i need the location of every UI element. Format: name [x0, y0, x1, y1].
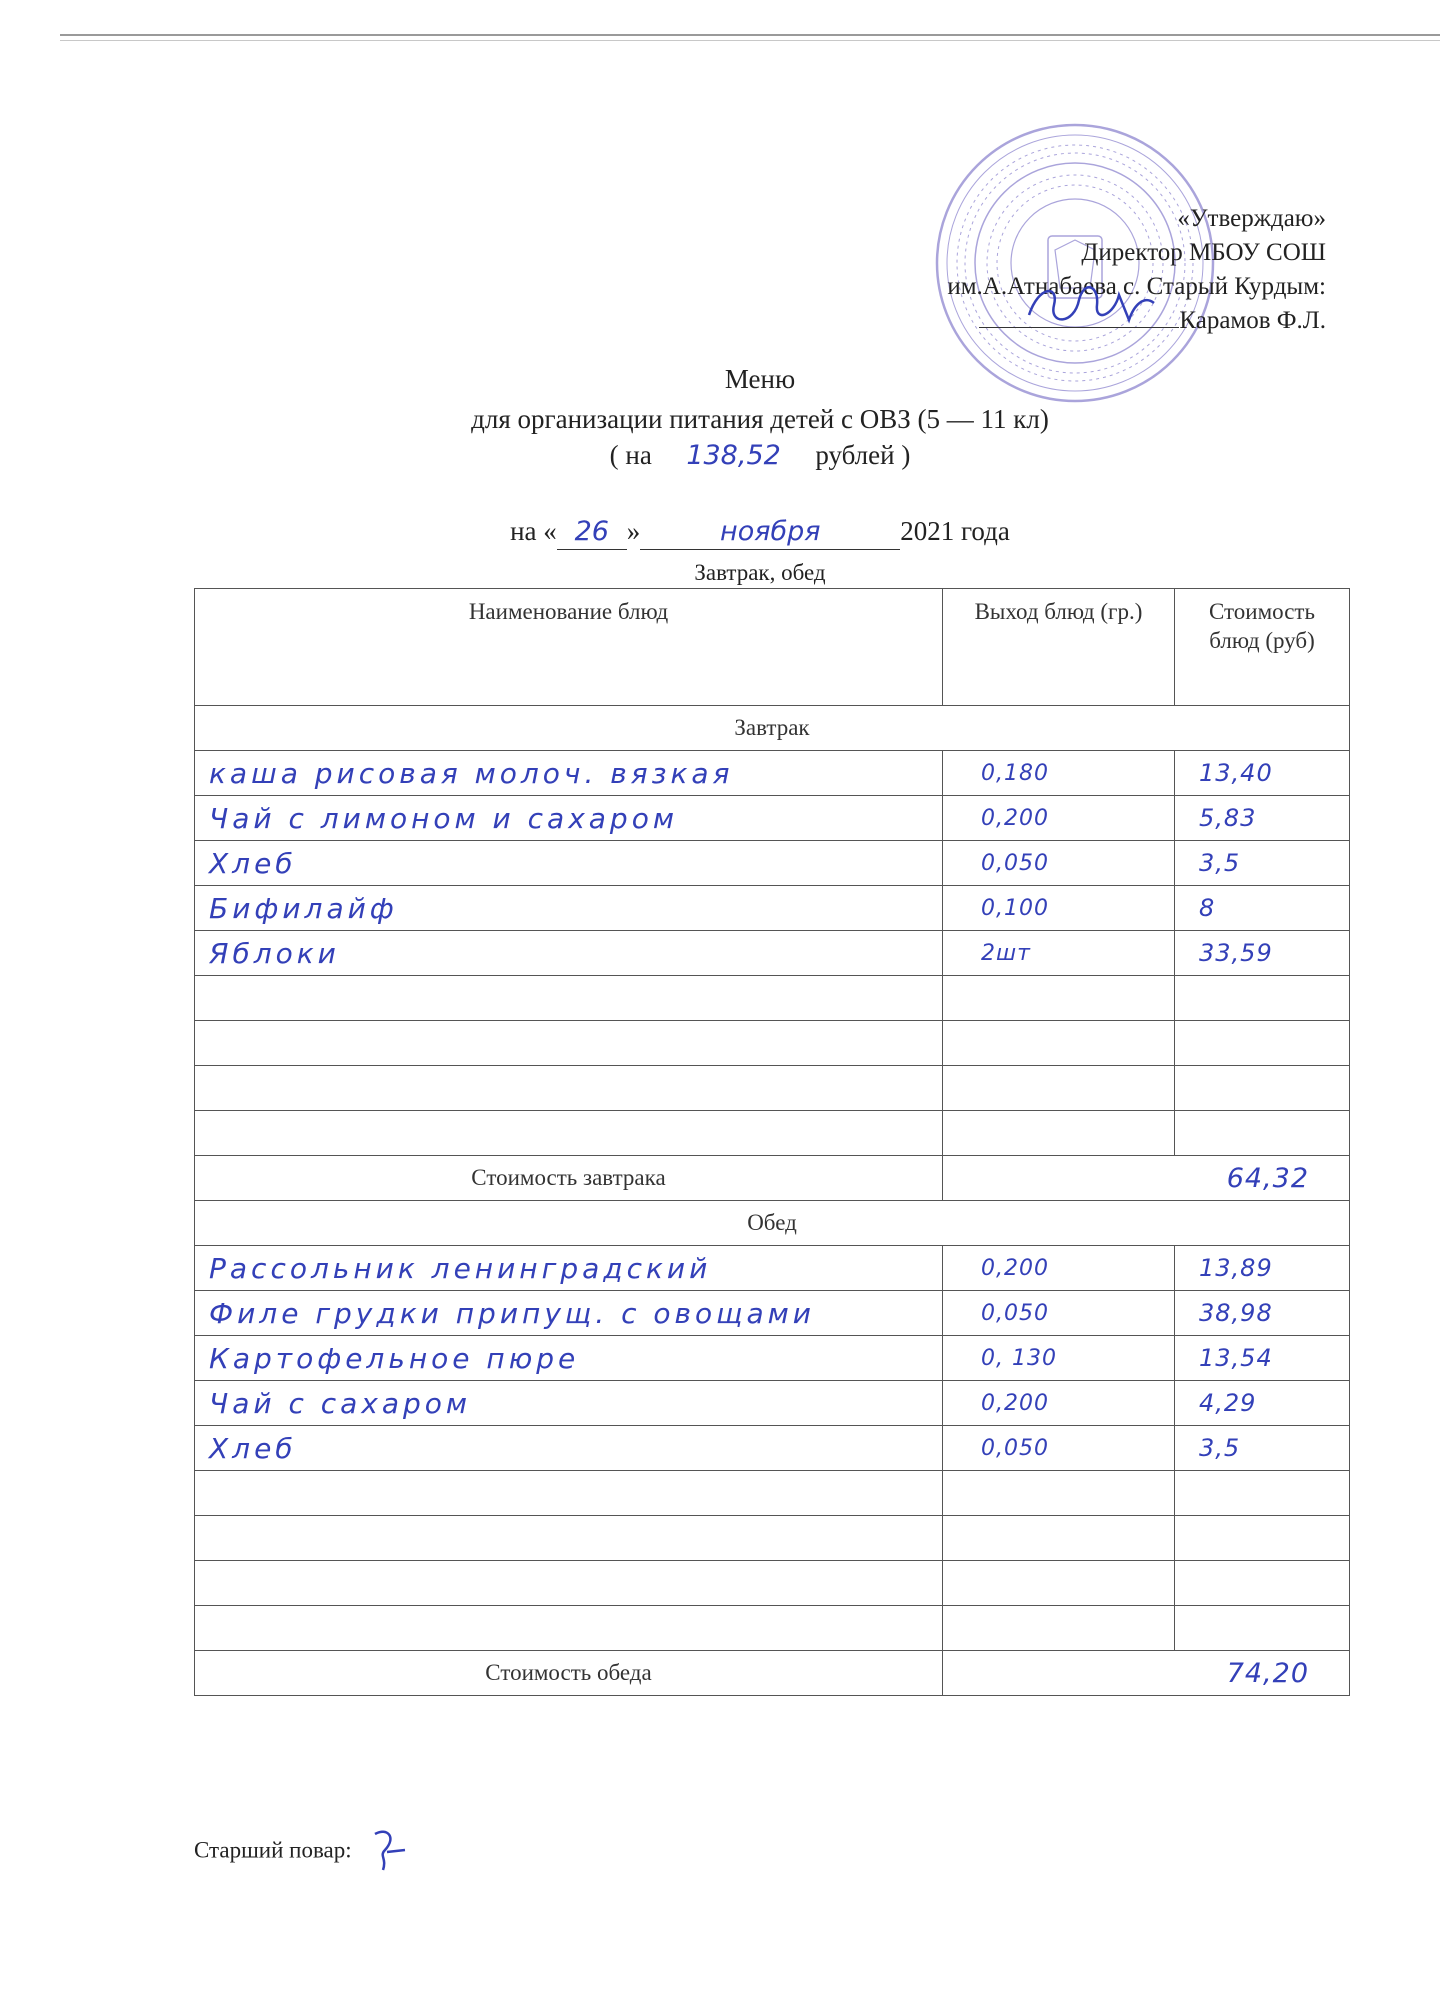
empty-row [195, 1066, 1350, 1111]
dish-name: Яблоки [195, 931, 943, 976]
table-row [195, 886, 1350, 931]
top-rule-thin [60, 40, 1440, 41]
lunch-total-row [195, 1651, 1350, 1696]
approval-line3: им.А.Атнабаева с. Старый Курдым: [947, 273, 1326, 300]
empty-row [195, 1606, 1350, 1651]
dish-name: Рассольник ленинградский [195, 1246, 943, 1291]
signature-icon [1019, 275, 1159, 335]
cook-label: Старший повар: [194, 1837, 352, 1863]
director-name: Карамов Ф.Л. [1179, 307, 1326, 334]
dish-yield: 0,100 [943, 886, 1175, 931]
breakfast-total-label: Стоимость завтрака [195, 1156, 943, 1201]
dish-cost: 33,59 [1175, 931, 1350, 976]
lunch-total-label: Стоимость обеда [195, 1651, 943, 1696]
dish-name: Бифилайф [195, 886, 943, 931]
dish-cost: 8 [1175, 886, 1350, 931]
dish-yield: 0, 130 [943, 1336, 1175, 1381]
dish-cost: 13,54 [1175, 1336, 1350, 1381]
empty-row [195, 1021, 1350, 1066]
table-row [195, 1381, 1350, 1426]
page-title: Меню [724, 364, 796, 394]
empty-row [195, 1111, 1350, 1156]
lunch-total-value: 74,20 [943, 1651, 1350, 1696]
dish-name: каша рисовая молоч. вязкая [195, 751, 943, 796]
dish-yield: 0,050 [943, 1291, 1175, 1336]
table-row [195, 841, 1350, 886]
dish-cost: 13,40 [1175, 751, 1350, 796]
date-suffix: 2021 года [900, 516, 1010, 546]
dish-yield: 0,050 [943, 841, 1175, 886]
dish-yield: 2шт [943, 931, 1175, 976]
table-row [195, 796, 1350, 841]
breakfast-section: Завтрак [195, 706, 1350, 751]
meal-type: Завтрак, обед [694, 560, 826, 585]
dish-name: Филе грудки припущ. с овощами [195, 1291, 943, 1336]
date-mid: » [626, 516, 641, 546]
cook-signature-icon [357, 1822, 417, 1882]
price-line [0, 438, 1454, 473]
price-prefix: ( на [609, 440, 652, 470]
table-row [195, 1246, 1350, 1291]
empty-row [195, 1471, 1350, 1516]
dish-cost: 38,98 [1175, 1291, 1350, 1336]
dish-name: Хлеб [195, 1426, 943, 1471]
top-rule [60, 34, 1440, 36]
dish-cost: 5,83 [1175, 796, 1350, 841]
table-row [195, 1426, 1350, 1471]
dish-yield: 0,200 [943, 1246, 1175, 1291]
empty-row [195, 1561, 1350, 1606]
breakfast-total-value: 64,32 [943, 1156, 1350, 1201]
dish-yield: 0,050 [943, 1426, 1175, 1471]
dish-yield: 0,200 [943, 1381, 1175, 1426]
table-row [195, 931, 1350, 976]
col-name-header: Наименование блюд [195, 589, 943, 706]
empty-row [195, 1516, 1350, 1561]
dish-name: Хлеб [195, 841, 943, 886]
page-subtitle: для организации питания детей с ОВЗ (5 — 11 кл) [471, 404, 1049, 434]
menu-table [194, 588, 1350, 1696]
table-row [195, 751, 1350, 796]
table-header [195, 589, 1350, 706]
dish-yield: 0,180 [943, 751, 1175, 796]
empty-row [195, 976, 1350, 1021]
dish-name: Чай с лимоном и сахаром [195, 796, 943, 841]
dish-cost: 3,5 [1175, 841, 1350, 886]
col-cost-header: Стоимость блюд (руб) [1175, 589, 1350, 706]
dish-cost: 4,29 [1175, 1381, 1350, 1426]
date-month: ноября [640, 515, 900, 550]
breakfast-total-row [195, 1156, 1350, 1201]
dish-name: Чай с сахаром [195, 1381, 943, 1426]
dish-yield: 0,200 [943, 796, 1175, 841]
director-signature [979, 305, 1179, 328]
approval-line2: Директор МБОУ СОШ [1081, 239, 1326, 266]
table-row [195, 1336, 1350, 1381]
approval-block [947, 202, 1326, 338]
dish-cost: 13,89 [1175, 1246, 1350, 1291]
dish-cost: 3,5 [1175, 1426, 1350, 1471]
price-value: 138,52 [686, 440, 781, 471]
approval-line1: «Утверждаю» [1177, 205, 1326, 232]
dish-name: Картофельное пюре [195, 1336, 943, 1381]
date-day: 26 [557, 515, 627, 550]
date-line [0, 514, 1454, 550]
date-prefix: на « [510, 516, 557, 546]
lunch-section: Обед [195, 1201, 1350, 1246]
table-row [195, 1291, 1350, 1336]
col-yield-header: Выход блюд (гр.) [943, 589, 1175, 706]
price-suffix: рублей ) [815, 440, 911, 470]
cook-signature-line [194, 1822, 417, 1882]
